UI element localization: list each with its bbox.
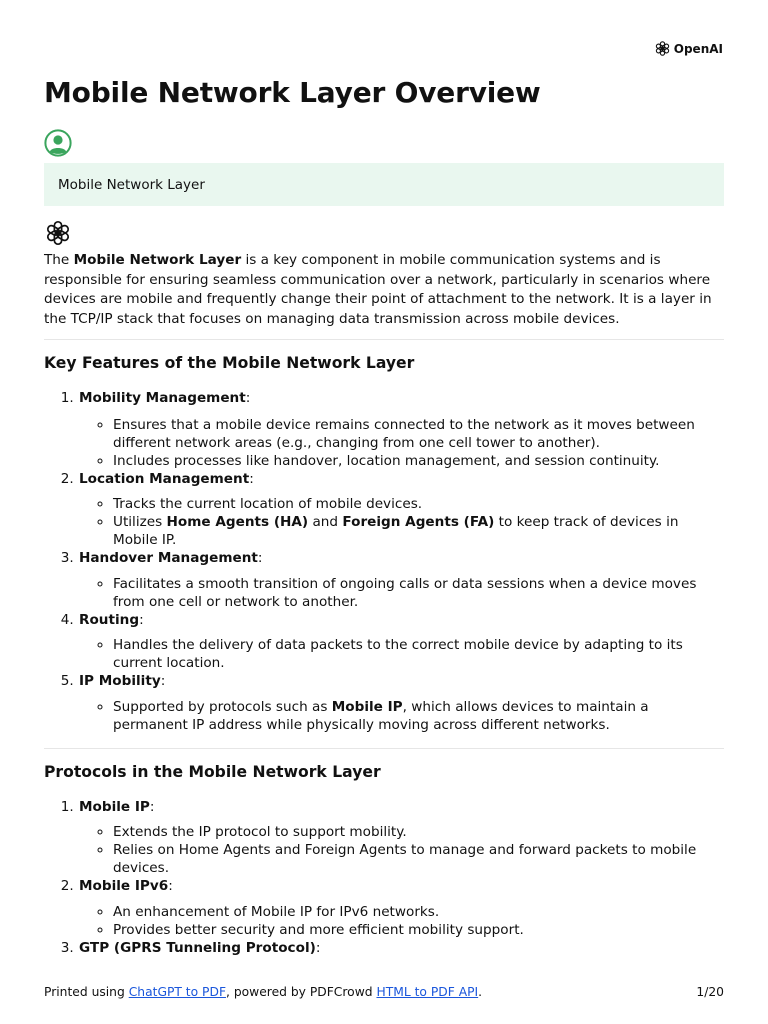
list-item-title: Mobile IP (79, 798, 150, 815)
chatgpt-icon (44, 219, 72, 247)
bullet-bold: Foreign Agents (FA) (342, 514, 495, 531)
intro-text: The (44, 252, 74, 268)
sub-list (79, 903, 724, 939)
list-item-colon: : (257, 550, 263, 567)
user-message-text: Mobile Network Layer (58, 176, 205, 193)
brand-logo (654, 40, 723, 57)
list-item (78, 939, 724, 959)
list-item: ◦ An enhancement of Mobile IP for IPv6 networks. (113, 903, 724, 921)
list-item-colon: : (149, 798, 155, 815)
list-item-title: Handover Management (79, 550, 258, 567)
intro-text: is a key component in mobile communication systems and is responsible for ensuring seamless communication over a network, particularly in scenarios where devices are mobile and frequently change their point of attachment to the network. It is a layer in the TCP/IP stack that focuses on managing data transmission across mobile devices. (44, 252, 712, 327)
list-item: ◦ Tracks the current location of mobile devices. (113, 495, 724, 513)
key-features-list (44, 389, 724, 734)
html-to-pdf-api-link[interactable]: HTML to PDF API (376, 985, 479, 999)
list-item-colon: : (139, 611, 144, 628)
intro-paragraph (44, 251, 724, 329)
list-item: ◦ Extends the IP protocol to support mobility. (113, 823, 724, 841)
section-divider (44, 339, 724, 340)
protocols-list (44, 798, 724, 959)
page-title: Mobile Network Layer Overview (44, 76, 541, 109)
sub-list (79, 495, 724, 549)
openai-icon (654, 40, 671, 57)
bullet-bold: Mobile IP (331, 698, 403, 715)
list-item (113, 513, 724, 549)
list-item: ◦ Provides better security and more efficient mobility support. (113, 921, 724, 939)
list-item: ◦ Facilitates a smooth transition of ongoing calls or data sessions when a device moves from one cell or network to another. (113, 575, 724, 611)
list-item (113, 698, 724, 734)
footer-text: , powered by PDFCrowd (226, 985, 377, 999)
list-item-colon: : (249, 470, 254, 487)
list-item-colon: : (315, 939, 321, 956)
footer-text: Printed using (44, 985, 129, 999)
list-item: ◦ Includes processes like handover, location management, and session continuity. (113, 452, 724, 470)
bullet-text: Utilizes (113, 514, 167, 531)
bullet-text: , which allows devices to maintain a permanent IP address while physically moving across different networks. (113, 698, 649, 733)
footer-text: . (478, 985, 483, 999)
list-item-colon: : (245, 389, 251, 406)
list-item: ◦ Handles the delivery of data packets to the correct mobile device by adapting to its current location. (113, 636, 724, 672)
list-item (78, 549, 724, 611)
sub-list (79, 823, 724, 877)
list-item (78, 798, 724, 878)
list-item-title: Location Management (79, 470, 250, 487)
bullet-text: Supported by protocols such as (113, 698, 332, 715)
intro-bold: Mobile Network Layer (73, 252, 242, 268)
list-item-title: IP Mobility (79, 673, 161, 690)
footer-credit (44, 985, 482, 999)
protocols-heading: Protocols in the Mobile Network Layer (44, 762, 381, 781)
chatgpt-to-pdf-link[interactable]: ChatGPT to PDF (128, 985, 227, 999)
sub-list (79, 698, 724, 734)
bullet-bold: Home Agents (HA) (166, 514, 309, 531)
list-item-title: Routing (79, 611, 140, 628)
list-item-title: GTP (GPRS Tunneling Protocol) (79, 939, 316, 956)
list-item (78, 470, 724, 550)
user-avatar-icon (44, 129, 72, 157)
page-number: 1/20 (696, 985, 724, 999)
page-footer (44, 985, 724, 999)
sub-list (79, 416, 724, 470)
key-features-heading: Key Features of the Mobile Network Layer (44, 354, 415, 373)
bullet-text: to keep track of devices in Mobile IP. (113, 514, 679, 549)
list-item (78, 877, 724, 939)
user-message (44, 163, 724, 206)
sub-list (79, 636, 724, 672)
list-item-title: Mobile IPv6 (79, 878, 169, 895)
list-item: ◦ Relies on Home Agents and Foreign Agents to manage and forward packets to mobile devices. (113, 841, 724, 877)
list-item (78, 611, 724, 673)
list-item-colon: : (168, 878, 173, 895)
list-item: ◦ Ensures that a mobile device remains connected to the network as it moves between different network areas (e.g., changing from one cell tower to another). (113, 416, 724, 452)
list-item-colon: : (160, 673, 166, 690)
list-item (78, 672, 724, 734)
brand-name: OpenAI (673, 41, 723, 56)
sub-list (79, 575, 724, 611)
assistant-response (44, 251, 724, 958)
section-divider (44, 748, 724, 749)
bullet-text: and (308, 514, 343, 531)
list-item (78, 389, 724, 470)
list-item-title: Mobility Management (79, 389, 246, 406)
